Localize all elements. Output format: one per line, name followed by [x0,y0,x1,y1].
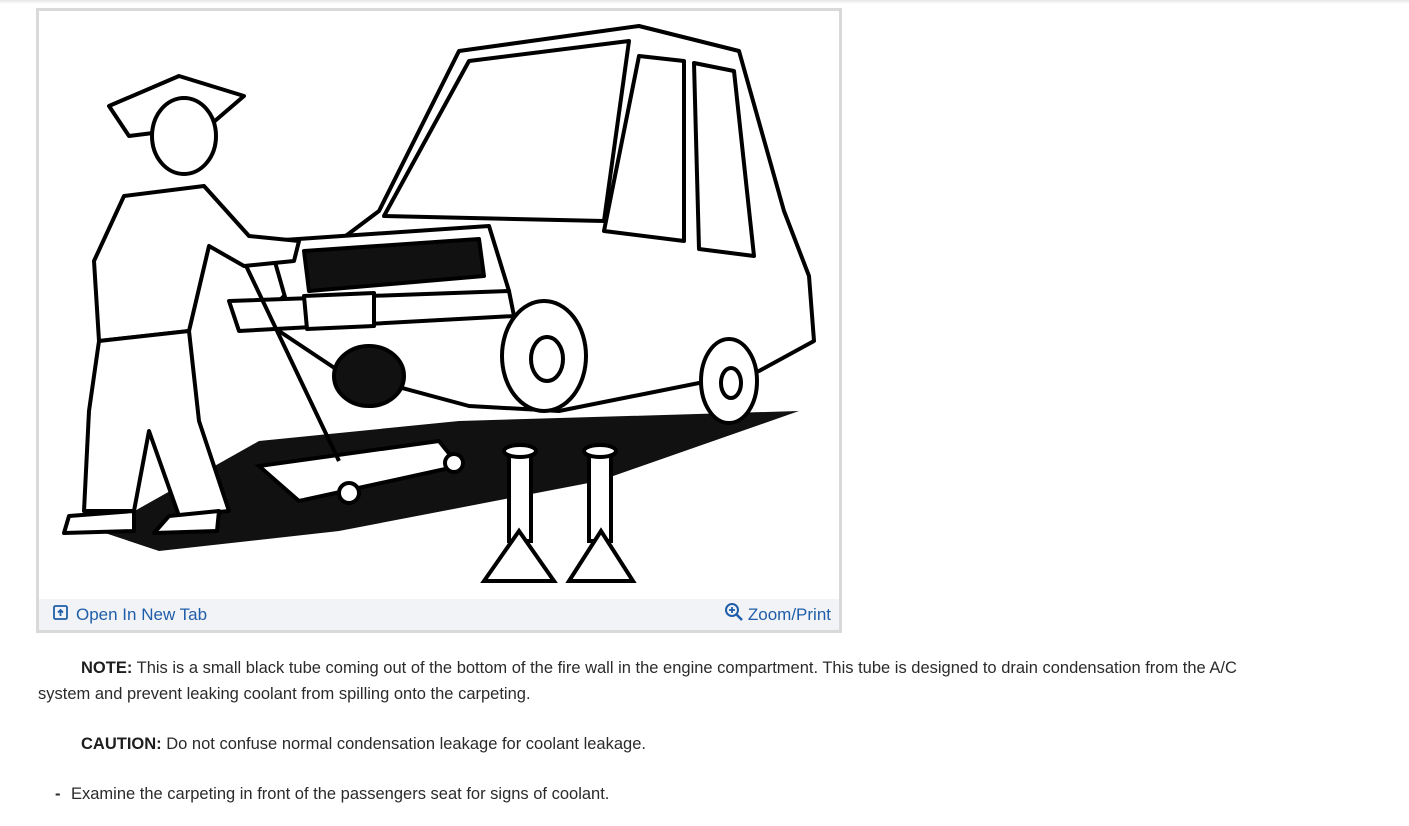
step-item [38,781,1288,807]
note-label: NOTE: [81,659,133,677]
open-in-new-tab-button[interactable] [53,605,207,625]
zoom-print-label: Zoom/Print [747,604,831,624]
article-content [38,655,1288,807]
open-in-new-tab-label: Open In New Tab [76,605,208,624]
figure-toolbar [39,599,839,630]
note-paragraph [38,655,1288,707]
note-text: This is a small black tube coming out of the bottom of the fire wall in the engine compartment. This tube is designed to drain condensation from the A/C system and prevent leaking coolant from spilling onto the carpeting. [38,659,1237,703]
caution-label: CAUTION: [81,735,162,753]
figure-panel [36,8,842,633]
car-on-jack-stands-illustration [39,11,839,599]
zoom-print-button[interactable] [724,602,831,627]
open-in-new-tab-icon [53,605,68,625]
zoom-in-icon [724,602,744,627]
top-shadow [0,0,1409,4]
caution-text: Do not confuse normal condensation leakage for coolant leakage. [161,735,646,753]
step-dash: - [55,785,61,803]
caution-paragraph [38,731,1288,757]
step-text: Examine the carpeting in front of the passengers seat for signs of coolant. [71,785,610,803]
